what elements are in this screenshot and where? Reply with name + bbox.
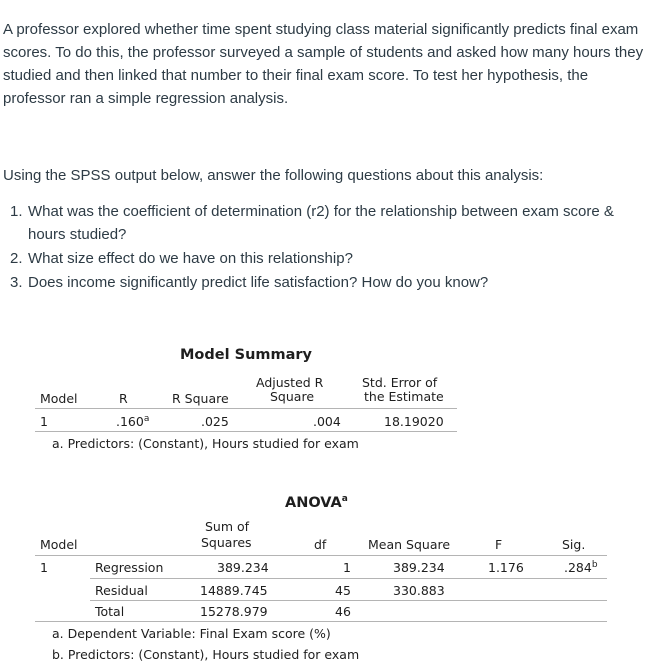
anova-cell-df: 46 (335, 604, 351, 619)
anova-footnote-a: a. Dependent Variable: Final Exam score (%) (52, 626, 331, 641)
question-text: Does income significantly predict life satisfaction? How do you know? (28, 274, 489, 291)
anova-model-number: 1 (40, 560, 48, 575)
anova-rule-row2 (90, 600, 607, 601)
anova-header-sig: Sig. (562, 537, 586, 552)
anova-title-footnote: a (341, 494, 348, 504)
anova-header-sum-of: Sum of (205, 519, 250, 534)
cell-std-error: 18.19020 (384, 414, 444, 429)
anova-header-df: df (314, 537, 327, 552)
cell-r-footnote: a (143, 414, 150, 424)
header-model: Model (40, 391, 78, 406)
cell-model: 1 (40, 414, 48, 429)
anova-cell-ss: 14889.745 (200, 583, 268, 598)
question-number: 2. (10, 250, 23, 267)
anova-header-squares: Squares (201, 535, 252, 550)
anova-cell-ms: 389.234 (393, 560, 445, 575)
header-r-square: R Square (172, 391, 229, 406)
model-summary-footnote: a. Predictors: (Constant), Hours studied for exam (52, 436, 359, 451)
cell-r-square: .025 (201, 414, 229, 429)
anova-header-mean-square: Mean Square (368, 537, 451, 552)
anova-cell-df: 45 (335, 583, 351, 598)
anova-footnote-b: b. Predictors: (Constant), Hours studied for exam (52, 647, 360, 662)
cell-adjusted-r: .004 (313, 414, 341, 429)
header-r: R (119, 391, 128, 406)
header-adjusted-r: Adjusted R (256, 375, 324, 390)
anova-cell-sig-footnote: b (591, 560, 598, 570)
lead-text: Using the SPSS output below, answer the following questions about this analysis: (3, 167, 544, 184)
header-adjusted-r-square: Square (270, 389, 315, 404)
header-std-error-estimate: the Estimate (364, 389, 444, 404)
anova-row-label: Residual (95, 583, 148, 598)
anova-row-label: Total (95, 604, 125, 619)
question-text: What was the coefficient of determination (r2) for the relationship between exam score & hours studied? (28, 203, 614, 243)
anova-title (285, 494, 348, 511)
question-number: 1. (10, 203, 23, 220)
anova-cell-f: 1.176 (488, 560, 524, 575)
intro-text: A professor explored whether time spent studying class material significantly predicts final exam scores. To do this, the professor surveyed a sample of students and asked how many hours they studied and then linked that number to their final exam score. To test her hypothesis, the professor ran a simple regression analysis. (3, 21, 644, 107)
model-summary-title: Model Summary (180, 347, 312, 363)
question-text: What size effect do we have on this relationship? (28, 250, 353, 267)
header-std-error: Std. Error of (362, 375, 438, 390)
anova-rule-bottom (35, 621, 607, 622)
question-number: 3. (10, 274, 23, 291)
anova-row-label: Regression (95, 560, 164, 575)
anova-cell-sig (564, 560, 598, 575)
anova-header-f: F (495, 537, 503, 552)
anova-rule-header (35, 555, 607, 556)
anova-cell-ms: 330.883 (393, 583, 445, 598)
anova-cell-df: 1 (343, 560, 351, 575)
anova-title-text: ANOVA (285, 494, 342, 511)
anova-header-model: Model (40, 537, 78, 552)
cell-r-value: .160 (116, 414, 144, 430)
anova-rule-row1 (90, 578, 607, 579)
anova-cell-ss: 389.234 (217, 560, 269, 575)
anova-cell-ss: 15278.979 (200, 604, 268, 619)
anova-cell-sig-value: .284 (564, 560, 592, 576)
